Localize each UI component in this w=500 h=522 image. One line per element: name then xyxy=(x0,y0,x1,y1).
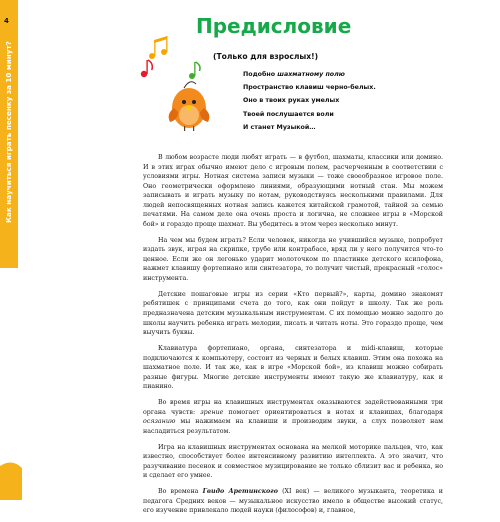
text-run: Во время игры на клавишных инструментах оказываются задействованными три органа чувств: xyxy=(143,399,443,416)
text-run: Клавиатура фортепиано, органа, синтезатора и midi-клавиш, которые подключаются к компьютеру, состоит из черных и белых клавиш. Этим она похожа на шахматное поле. И так же, как в игре «Морской бой», из клавиш можно собирать разные фигуры. Многие детские инструменты имеют такую же клавиатуру, как и пианино. xyxy=(143,345,443,391)
text-run: Пространство клавиш черно-белых. xyxy=(243,84,376,92)
epigraph-poem xyxy=(243,68,376,134)
text-run: Оно в твоих руках умелых xyxy=(243,97,340,105)
text-run: осязанию xyxy=(143,418,176,426)
body-paragraph xyxy=(143,153,443,229)
page-subtitle: (Только для взрослых!) xyxy=(213,52,319,61)
page-number-badge xyxy=(0,458,22,500)
music-note-icon xyxy=(189,62,200,79)
text-run: Детские пошаговые игры из серии «Кто первый?», карты, домино знакомят ребятишек с принципами счета до того, как они пойдут в школу. Так же роль предназначена детским музыкальным инструментам. С их помощью можно задолго до школы научить ребенка играть мелодии, писать и читать ноты. Это гораздо проще, чем выучить буквы. xyxy=(143,290,443,337)
text-run: помогает ориентироваться в нотах и клавишах, благодаря xyxy=(223,408,443,416)
body-paragraph xyxy=(143,290,443,338)
page-number: 4 xyxy=(4,17,9,25)
text-run: Игра на клавишных инструментах основана на мелкой моторике пальцев, что, как известно, способствует более интенсивному развитию интеллекта. А это значит, что разучивание песенок и совместное музицирование не только сблизит вас и ребенка, но и сделает его умнее. xyxy=(143,443,443,480)
text-run: шахматному полю xyxy=(277,71,345,78)
body-text xyxy=(143,153,443,522)
orange-bird-icon xyxy=(169,82,210,131)
poem-line xyxy=(243,108,376,121)
poem-line xyxy=(243,94,376,107)
text-run: (XI век) — великого музыканта, теоретика и педагога Средних веков — музыкальное искусство имело в обществе высокий статус, его изучение привлекало людей науки (философов) и, главное, xyxy=(143,488,443,515)
text-run: мы нажимаем на клавиши и производим звуки, а слух позволяет нам насладиться результатом. xyxy=(143,418,443,435)
poem-line xyxy=(243,81,376,94)
music-note-icon xyxy=(149,36,168,59)
poem-line xyxy=(243,68,376,81)
body-paragraph xyxy=(143,398,443,436)
text-run: Подобно xyxy=(243,71,278,78)
body-paragraph xyxy=(143,487,443,516)
text-run: Во времена xyxy=(158,488,203,496)
text-run: Твоей послушается воли xyxy=(243,110,334,118)
poem-line xyxy=(243,121,376,134)
body-paragraph xyxy=(143,443,443,481)
text-run: На чем мы будем играть? Если человек, никогда не учившийся музыке, попробует издать звук, играя на скрипке, трубе или контрабасе, вряд ли у него получится что-то ценное. Если же он легонько ударит молоточком по пластинке детского ксилофона, нажмет клавишу фортепиано или синтезатора, то получит чистый, прекрасный «голос» инструмента. xyxy=(143,236,443,282)
text-run: Гвидо Аретинского xyxy=(202,488,278,496)
body-paragraph xyxy=(143,236,443,284)
music-note-icon xyxy=(141,60,153,77)
text-run: зрение xyxy=(200,408,224,416)
page-title: Предисловие xyxy=(196,14,352,38)
body-paragraph xyxy=(143,344,443,392)
side-strip-text: Как научиться играть песенку за 10 минут? xyxy=(4,41,13,223)
text-run: В любом возрасте люди любят играть — в футбол, шахматы, классики или домино. И в этих играх обычно имеют дело с игровым полем, расчерченным в соответствии с условиями игры. Нотная система записи музыки — тоже своеобразное игровое поле. Оно геометрически оформлено линиями, образующими нотный стан. Мы можем записывать и играть музыку по нотам, руководствуясь несколькими правилами. Для людей непосвященных нотная запись кажется китайской грамотой, тайной за семью печатями. На самом деле она очень проста и логична, не сложнее игры в «Морской бой» и гораздо проще шахмат. Вы убедитесь в этом через несколько минут. xyxy=(143,154,443,228)
text-run: И станет Музыкой… xyxy=(243,123,316,131)
